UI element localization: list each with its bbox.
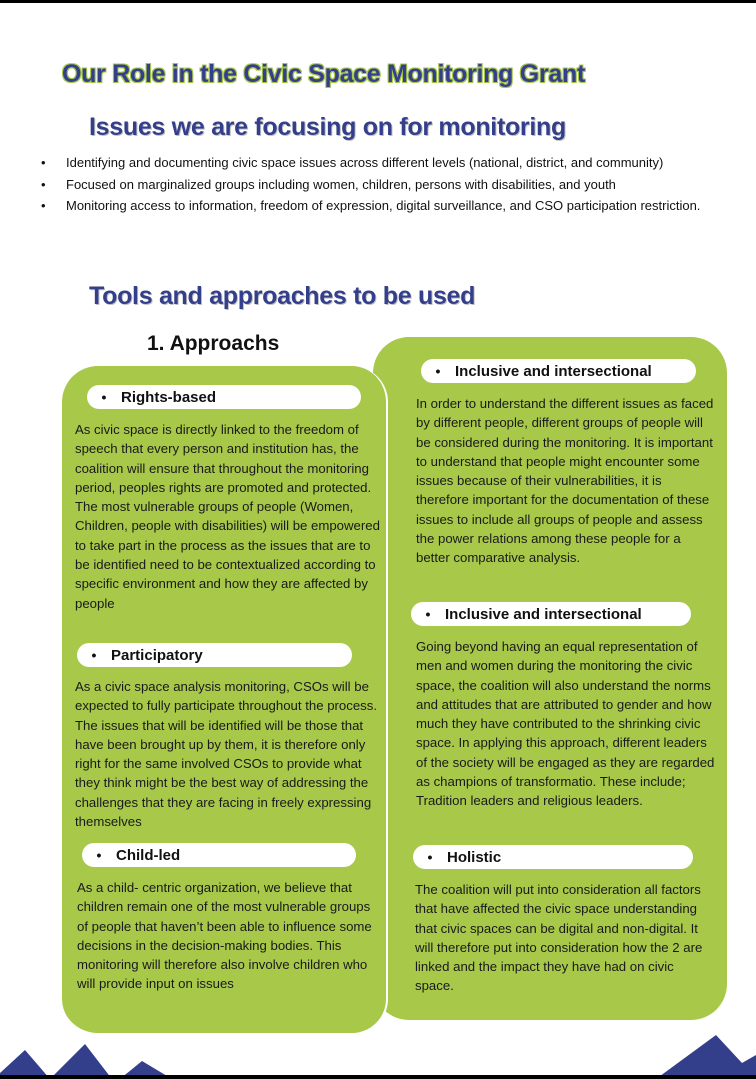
approach-title: Holistic	[447, 848, 502, 866]
approach-pill-rights-based	[87, 385, 361, 409]
bottom-border	[0, 1075, 756, 1079]
approaches-subheading: 1. Approachs	[147, 332, 280, 355]
approach-body: As civic space is directly linked to the freedom of speech that every person and institution has, the coalition will ensure that throughout the monitoring period, peoples rights are promoted and protected. The most vulnerable groups of people (Women, Children, people with disabilities) will be empowered to take part in the process as the issues that are to be identified need to be contextualized according to specific environment and how they are affected by people	[75, 422, 380, 611]
approach-body: As a child- centric organization, we believe that children remain one of the most vulnerable groups of people that haven’t been able to influence some decisions in the decision-making bodies. This monitoring will therefore also involve children who will provide input on issues	[77, 880, 372, 992]
tools-heading: Tools and approaches to be used	[89, 282, 476, 310]
issues-list-item: • Focused on marginalized groups including women, children, persons with disabilities, and youth	[38, 174, 718, 196]
approaches-card-right	[373, 337, 727, 1020]
bullet-icon: •	[91, 647, 97, 663]
bullet-icon: •	[101, 389, 107, 405]
approaches-card-left	[62, 366, 388, 1035]
approach-title: Participatory	[111, 646, 203, 664]
approach-pill-participatory	[77, 643, 352, 667]
approach-body: In order to understand the different issues as faced by different people, different groups of people will be considered during the monitoring. It is important to understand that people might encounter some issues because of their vulnerabilities, it is therefore important for the documentation of these issues to include all groups of people and assess the power relations among these people for a better comparative analysis.	[416, 396, 714, 566]
approach-body: As a civic space analysis monitoring, CSOs will be expected to fully participate throughout the process. The issues that will be identified will be those that have been brought up by them, it is therefore only right for the same involved CSOs to provide what they think might be the best way of addressing the challenges that they are facing in freely expressing themselves	[75, 679, 378, 830]
approach-body: Going beyond having an equal representation of men and women during the monitoring the civic space, the coalition will also understand the norms and attitudes that are attributed to gender and how much they have contributed to the shrinking civic space. In applying this approach, different leaders of the society will be engaged as they are regarded as champions of transformatio. These include; Tradition leaders and religious leaders.	[416, 639, 715, 809]
approach-body: The coalition will put into consideration all factors that have affected the civic space understanding that civic spaces can be digital and non-digital. It will therefore put into consideration how the 2 are linked and the impact they have had on civic space.	[415, 882, 703, 994]
approach-title: Rights-based	[121, 388, 217, 406]
approach-pill-inclusive-2	[411, 602, 691, 626]
bullet-icon: •	[427, 849, 433, 865]
issues-list	[38, 152, 718, 217]
issues-list-item: • Monitoring access to information, freedom of expression, digital surveillance, and CSO participation restriction.	[38, 195, 718, 217]
mountains-right-decoration	[656, 1023, 756, 1079]
bullet-icon: •	[96, 847, 102, 863]
mountains-left-decoration	[0, 1023, 180, 1079]
approach-pill-child-led	[82, 843, 356, 867]
approach-pill-inclusive-1	[421, 359, 696, 383]
page-title: Our Role in the Civic Space Monitoring Grant	[62, 60, 585, 88]
bullet-icon: •	[435, 363, 441, 379]
issues-list-item: • Identifying and documenting civic space issues across different levels (national, district, and community)	[38, 152, 718, 174]
issues-heading: Issues we are focusing on for monitoring	[89, 113, 566, 141]
approach-pill-holistic	[413, 845, 693, 869]
approach-title: Child-led	[116, 846, 181, 864]
approach-title: Inclusive and intersectional	[455, 362, 652, 380]
bullet-icon: •	[425, 606, 431, 622]
approach-title: Inclusive and intersectional	[445, 605, 642, 623]
top-border	[0, 0, 756, 3]
